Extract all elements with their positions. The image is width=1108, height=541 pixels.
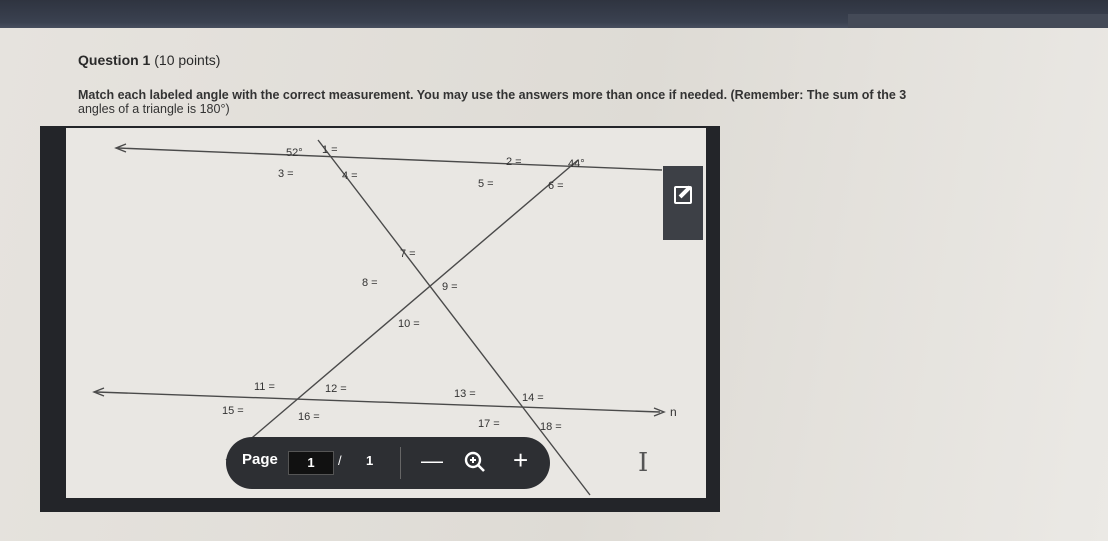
text-cursor-icon: I [638, 448, 649, 478]
angle-label-15: 15 = [222, 405, 244, 417]
toolbar-divider [400, 447, 401, 479]
question-points: (10 points) [154, 52, 221, 68]
page-toolbar [226, 437, 550, 489]
angle-label-5: 5 = [478, 178, 494, 190]
angle-label-3: 3 = [278, 168, 294, 180]
angle-label-10: 10 = [398, 318, 420, 330]
zoom-in-button[interactable]: + [513, 445, 529, 475]
zoom-fit-icon[interactable] [464, 451, 486, 473]
page-separator: / [338, 453, 342, 468]
angle-label-8: 8 = [362, 277, 378, 289]
angle-label-12: 12 = [325, 383, 347, 395]
angle-label-2: 2 = [506, 156, 522, 168]
angle-label-1: 1 = [322, 144, 338, 156]
angle-label-17: 17 = [478, 418, 500, 430]
angle-label-14: 14 = [522, 392, 544, 404]
angle-label-18: 18 = [540, 421, 562, 433]
angle-label-16: 16 = [298, 411, 320, 423]
angle-label-7: 7 = [400, 248, 416, 260]
annotate-button[interactable] [663, 166, 703, 240]
bottom-line [96, 392, 660, 412]
pencil-icon [674, 186, 692, 204]
angle-label-4: 4 = [342, 170, 358, 182]
angle-label-11: 11 = [254, 381, 275, 393]
angle-label-6: 6 = [548, 180, 564, 192]
angle-label-9: 9 = [442, 281, 458, 293]
zoom-out-button[interactable]: — [421, 448, 443, 473]
total-pages: 1 [366, 453, 374, 468]
instruction-line-1: Match each labeled angle with the correct measurement. You may use the answers more than once if needed. (Remember: The sum of the 3 [78, 88, 907, 102]
line-label-n: n [670, 405, 677, 419]
instruction-line-2: angles of a triangle is 180°) [78, 102, 230, 116]
page-label: Page [242, 451, 278, 468]
page-number-input[interactable]: 1 [288, 451, 334, 475]
question-number: Question 1 [78, 52, 151, 68]
given-angle-44: 44° [568, 158, 585, 170]
given-angle-52: 52° [286, 147, 303, 159]
angle-label-13: 13 = [454, 388, 476, 400]
transversal-2 [226, 160, 578, 460]
